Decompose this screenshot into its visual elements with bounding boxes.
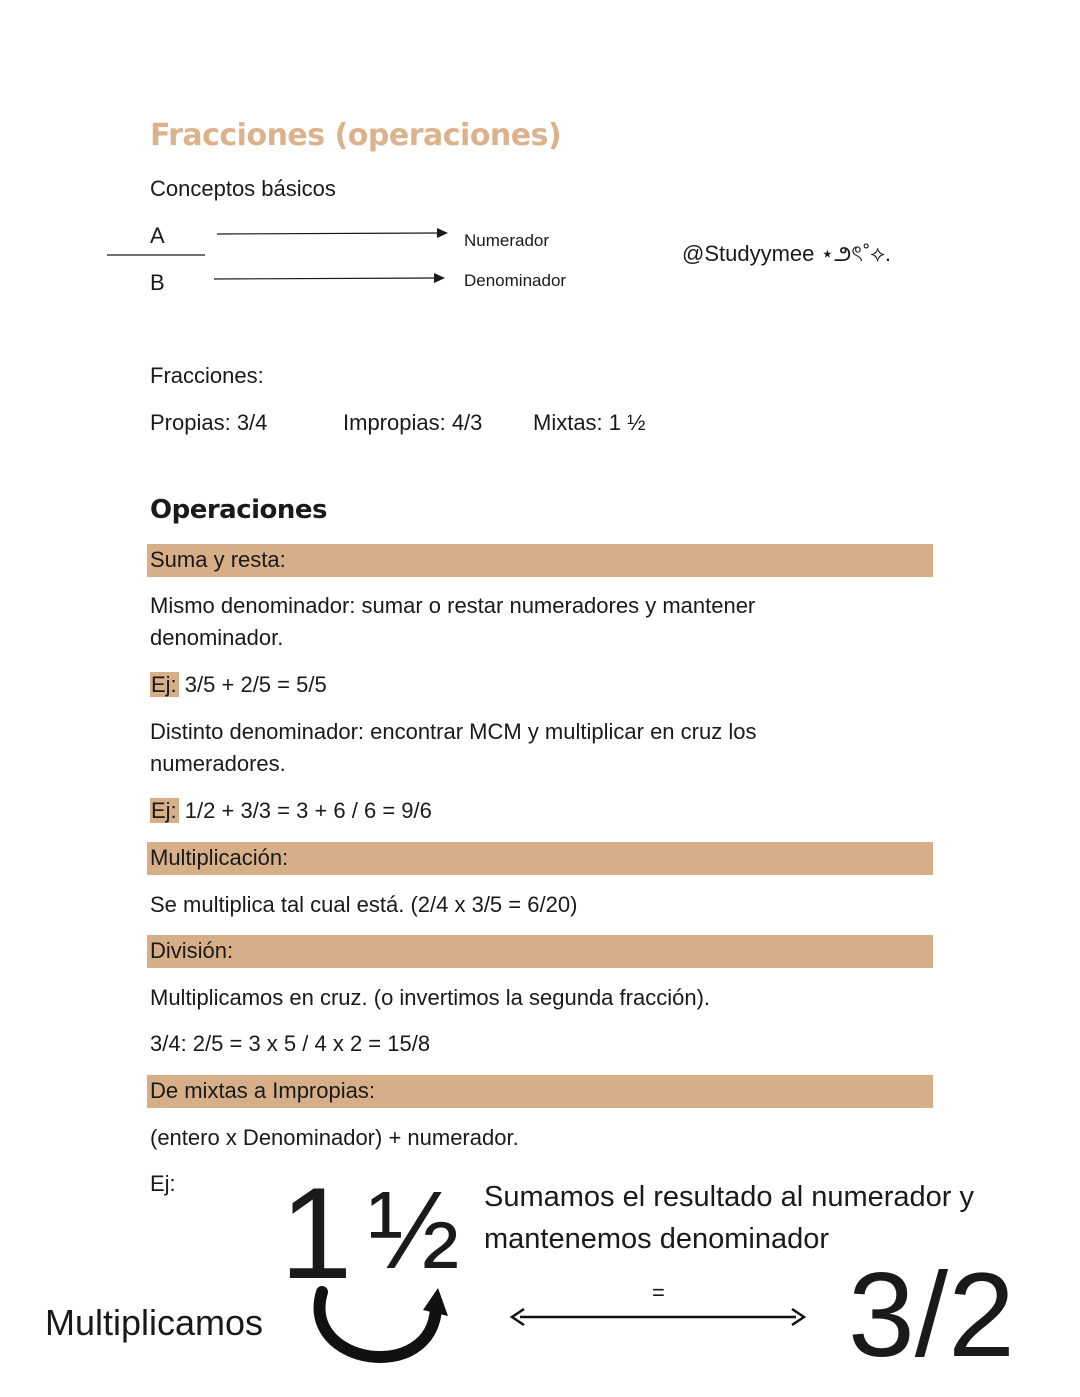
division-example: 3/4: 2/5 = 3 x 5 / 4 x 2 = 15/8	[150, 1031, 431, 1056]
curved-arrow-icon	[320, 1292, 436, 1357]
propias: Propias: 3/4	[150, 410, 268, 435]
arrow-numerador	[217, 233, 440, 234]
ej-label: Ej:	[151, 798, 177, 823]
denominador-label: Denominador	[464, 271, 567, 290]
mixtas-ej-label: Ej:	[150, 1171, 176, 1196]
ej1-text: 3/5 + 2/5 = 5/5	[178, 672, 327, 697]
division-text: Multiplicamos en cruz. (o invertimos la segunda fracción).	[150, 985, 711, 1010]
arrowhead-numerador	[437, 228, 448, 238]
mixed-whole: 1	[280, 1160, 353, 1306]
arrowhead-denominador	[434, 273, 445, 283]
suma-distinto-text: Distinto denominador: encontrar MCM y multiplicar en cruz los numeradores.	[150, 719, 757, 776]
suma-example-2	[150, 798, 432, 824]
mixtas: Mixtas: 1 ½	[533, 410, 646, 435]
equals-sign: =	[652, 1280, 665, 1305]
division-header-band	[147, 935, 933, 968]
division-header: División:	[150, 938, 234, 963]
result-fraction: 3/2	[848, 1248, 1015, 1382]
suma-mismo-text: Mismo denominador: sumar o restar numeradores y mantener denominador.	[150, 593, 756, 650]
ej2-text: 1/2 + 3/3 = 3 + 6 / 6 = 9/6	[178, 798, 432, 823]
mixtas-header: De mixtas a Impropias:	[150, 1078, 375, 1103]
letter-a: A	[150, 223, 165, 248]
multiplicacion-header-band	[147, 842, 933, 875]
mixtas-rule: (entero x Denominador) + numerador.	[150, 1125, 519, 1150]
author-handle: @Studyymee ⋆౨ৎ˚⟡.	[682, 241, 892, 266]
operaciones-heading: Operaciones	[150, 495, 328, 525]
multiplicacion-text: Se multiplica tal cual está. (2/4 x 3/5 = 6/20)	[150, 892, 578, 917]
sumamos-text: Sumamos el resultado al numerador y mantenemos denominador	[484, 1181, 975, 1255]
fracciones-heading: Fracciones:	[150, 363, 264, 388]
multiplicamos-label: Multiplicamos	[45, 1302, 264, 1343]
conceptos-heading: Conceptos básicos	[150, 176, 336, 201]
mixtas-header-band	[147, 1075, 933, 1108]
arrow-denominador	[214, 278, 437, 279]
mixed-half: ½	[368, 1169, 460, 1292]
suma-header-band	[147, 544, 933, 577]
numerador-label: Numerador	[464, 231, 550, 250]
ej-label: Ej:	[151, 672, 177, 697]
page-title: Fracciones (operaciones)	[150, 118, 562, 153]
fraction-diagram	[0, 0, 1080, 300]
suma-example-1	[150, 672, 327, 698]
impropias: Impropias: 4/3	[343, 410, 483, 435]
curved-arrowhead	[423, 1288, 448, 1316]
multiplicacion-header: Multiplicación:	[150, 845, 289, 870]
letter-b: B	[150, 270, 165, 295]
suma-header: Suma y resta:	[150, 547, 286, 572]
